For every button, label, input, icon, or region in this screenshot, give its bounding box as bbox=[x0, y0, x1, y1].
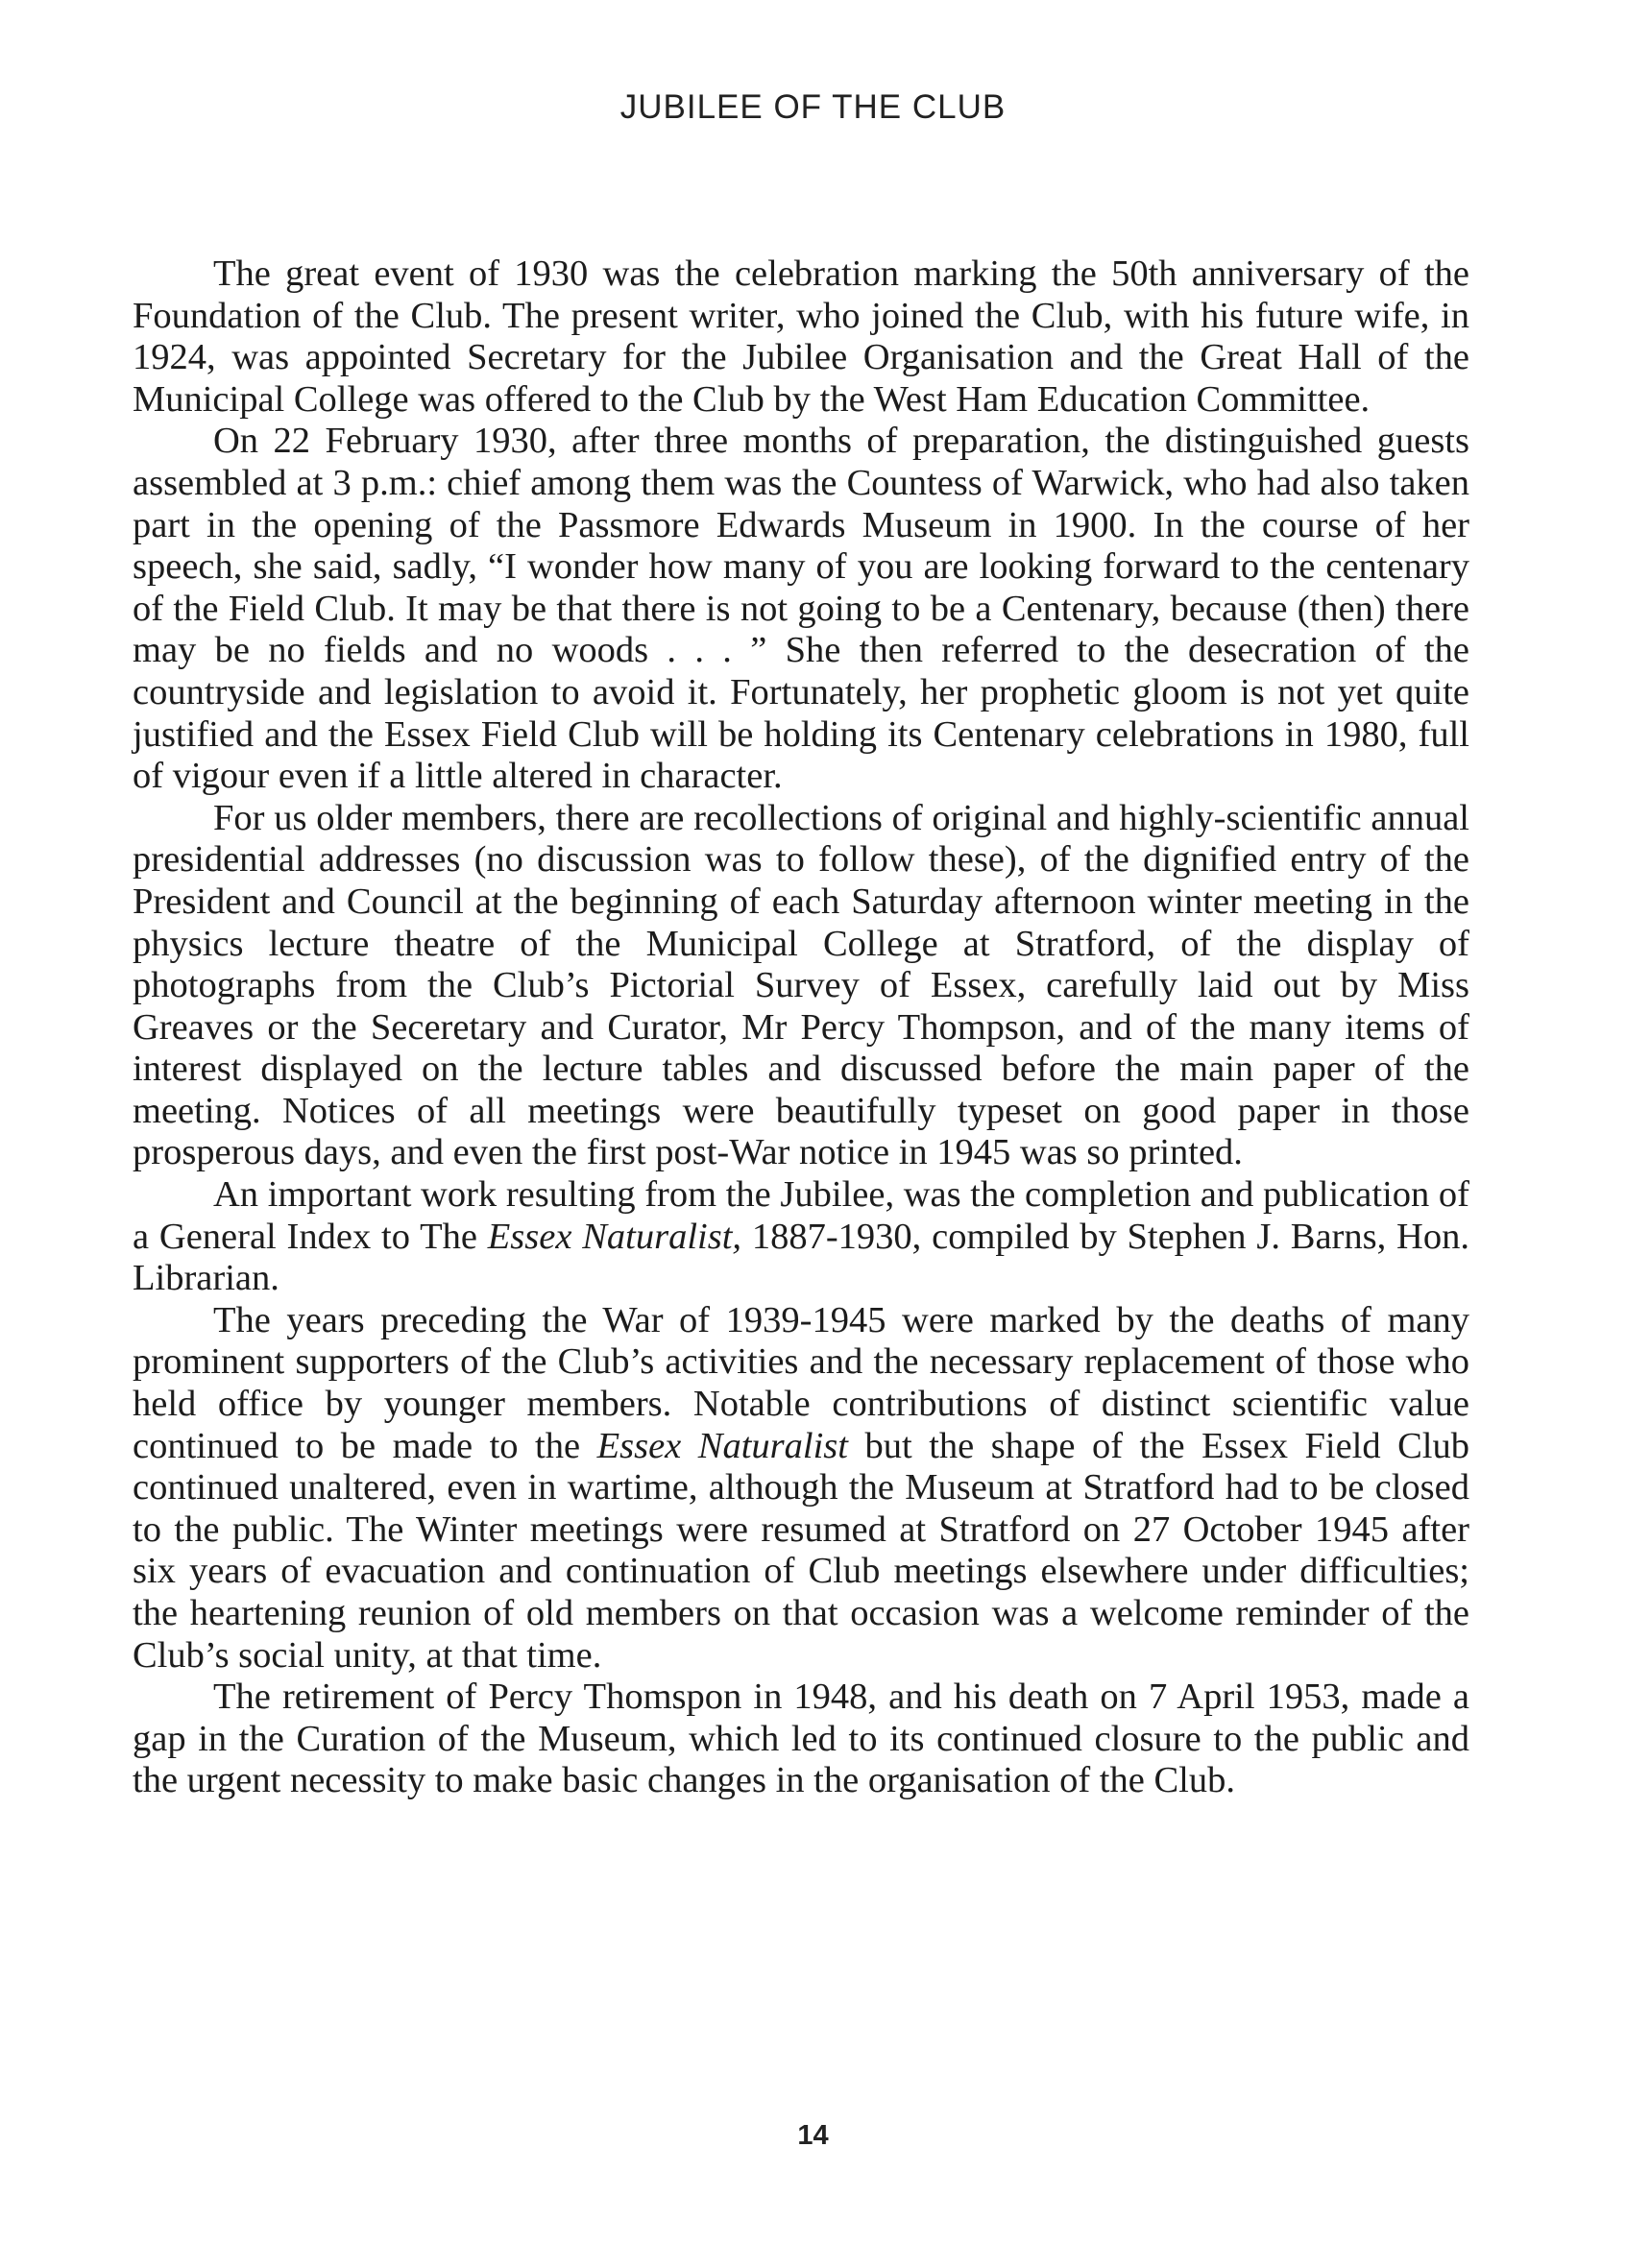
paragraph-5 bbox=[133, 1300, 1469, 1677]
journal-title-italic: Essex Naturalist bbox=[596, 1425, 848, 1466]
paragraph-5-text-a: The years preceding the War of 1939-1945 were marked by the deaths of many prominent supporters of the Club’s activities and the necessary replacement of those who held office by younger members. Notable contributions of distinct scientific value continued to be made to the bbox=[133, 1299, 1469, 1466]
body-text bbox=[133, 253, 1469, 1802]
journal-title-italic: Essex Naturalist, bbox=[487, 1216, 742, 1257]
paragraph-5-text-b: but the shape of the Essex Field Club continued unaltered, even in wartime, although the Museum at Stratford had to be closed to the public. The Winter meetings were resumed at Stratford on 27 October 1945 after six years of evacuation and continuation of Club meetings elsewhere under difficulties; the heartening reunion of old members on that occasion was a welcome reminder of the Club’s social unity, at that time. bbox=[133, 1425, 1470, 1676]
paragraph-2: On 22 February 1930, after three months of preparation, the distinguished guests assembled at 3 p.m.: chief among them was the Countess of Warwick, who had also taken part in the opening of the Passmore Edwards Museum in 1900. In the course of her speech, she said, sadly, “I wonder how many of you are looking forward to the centenary of the Field Club. It may be that there is not going to be a Centenary, because (then) there may be no fields and no woods . . . ” She then referred to the desecration of the countryside and legislation to avoid it. Fortunately, her prophetic gloom is not yet quite justified and the Essex Field Club will be holding its Centenary celebrations in 1980, full of vigour even if a little altered in character. bbox=[133, 421, 1469, 797]
paragraph-6: The retirement of Percy Thomspon in 1948, and his death on 7 April 1953, made a gap in the Curation of the Museum, which led to its continued closure to the public and the urgent necessity to make basic changes in the organisation of the Club. bbox=[133, 1677, 1469, 1801]
paragraph-3: For us older members, there are recollections of original and highly-scientific annual presidential addresses (no discussion was to follow these), of the dignified entry of the President and Council at the beginning of each Saturday afternoon winter meeting in the physics lecture theatre of the Municipal College at Stratford, of the display of photographs from the Club’s Pictorial Survey of Essex, carefully laid out by Miss Greaves or the Seceretary and Curator, Mr Percy Thompson, and of the many items of interest displayed on the lecture tables and discussed before the main paper of the meeting. Notices of all meetings were beautifully typeset on good paper in those prosperous days, and even the first post-War notice in 1945 was so printed. bbox=[133, 797, 1469, 1173]
paragraph-4-text-a: An important work resulting from the Jubilee, was the completion and publication of a General Index to The bbox=[133, 1174, 1469, 1257]
paragraph-4-text-b: 1887-1930, compiled by Stephen J. Barns, Hon. Librarian. bbox=[133, 1216, 1469, 1299]
page-number: 14 bbox=[797, 2120, 829, 2151]
page-title: JUBILEE OF THE CLUB bbox=[619, 88, 1007, 126]
paragraph-4 bbox=[133, 1174, 1469, 1300]
paragraph-1: The great event of 1930 was the celebration marking the 50th anniversary of the Foundation of the Club. The present writer, who joined the Club, with his future wife, in 1924, was appointed Secretary for the Jubilee Organisation and the Great Hall of the Municipal College was offered to the Club by the West Ham Education Committee. bbox=[133, 253, 1469, 420]
